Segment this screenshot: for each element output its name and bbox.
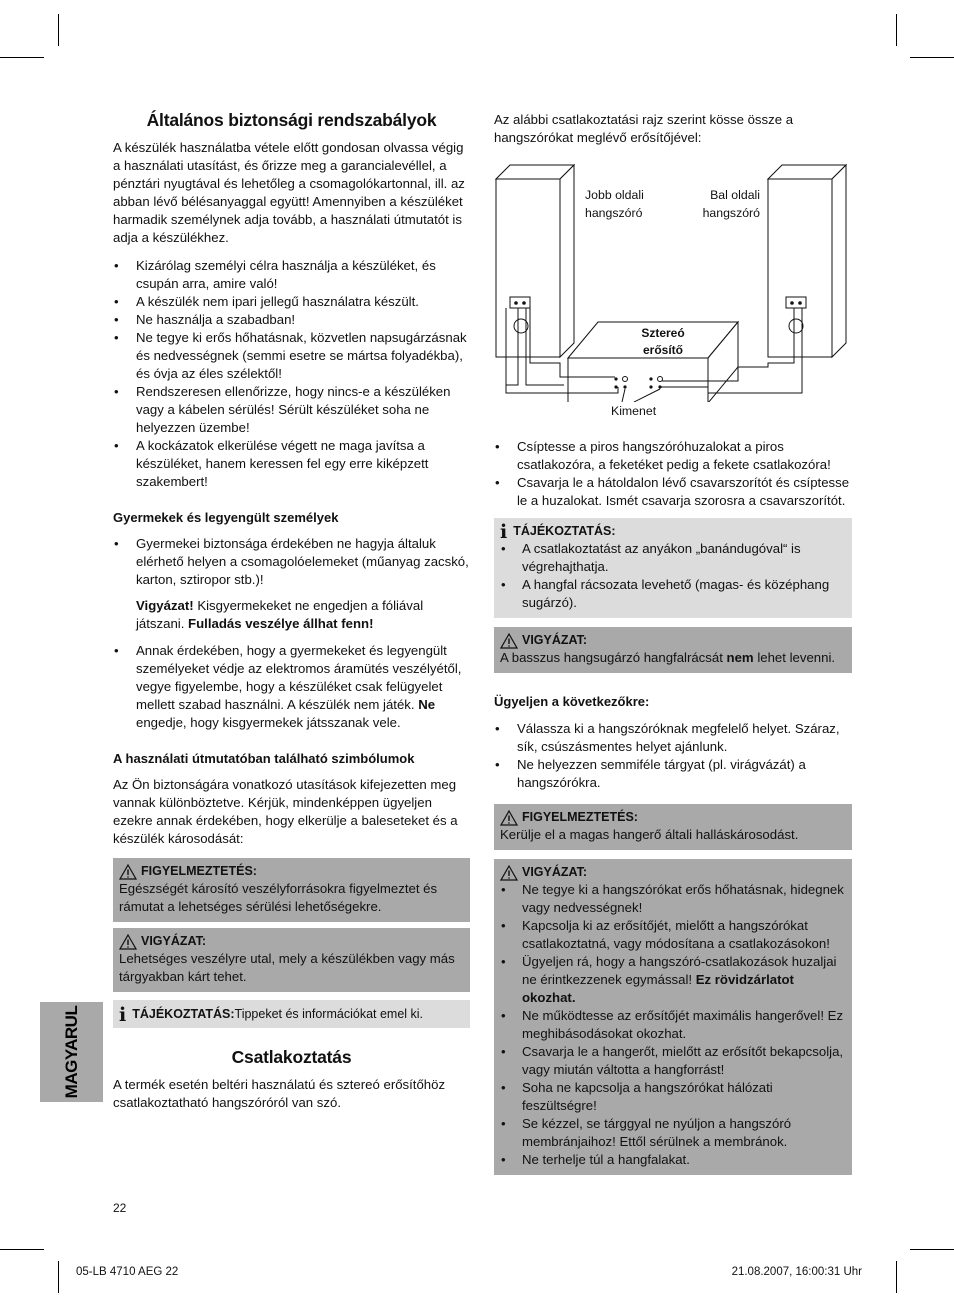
info-icon: i xyxy=(119,1004,127,1026)
box-text: Egészségét károsító veszélyforrásokra figyelmeztet és rámutat a lehetséges sérülési lehetőségekre. xyxy=(119,881,438,914)
list-item: • Csíptesse a piros hangszóróhuzalokat a piros csatlakozóra, a feketéket pedig a fekete csatlakozóra! xyxy=(494,438,852,474)
bullet-text: Ügyeljen rá, hogy a hangszóró-csatlakozások huzaljai ne érintkezzenek egymással! xyxy=(522,954,837,987)
warning-triangle-icon xyxy=(500,810,518,826)
list-item: • Ne helyezzen semmiféle tárgyat (pl. virágvázát) a hangszórókra. xyxy=(494,756,852,792)
connection-list xyxy=(494,438,852,510)
children-bullet-text: Gyermekei biztonsága érdekében ne hagyja általuk elérhető helyen a csomagolóelemeket (műanyag zacskó, karton, sztiropor stb.)! xyxy=(136,536,469,587)
connection-diagram xyxy=(494,157,852,402)
info-icon: i xyxy=(500,521,508,543)
crop-mark xyxy=(910,57,954,58)
children-heading: Gyermekek és legyengült személyek xyxy=(113,510,339,525)
bullet-bold: Ne xyxy=(418,697,436,712)
left-speaker-box xyxy=(768,179,832,357)
list-item: • Ne használja a szabadban! xyxy=(113,311,470,329)
box-title: VIGYÁZAT: xyxy=(141,934,207,948)
warning-text: Kisgyermekeket ne engedjen a fóliával játszani. xyxy=(136,598,424,631)
box-title: FIGYELMEZTETÉS: xyxy=(522,810,638,824)
list-item xyxy=(500,953,846,1007)
list-item: • Se kézzel, se tárggyal ne nyúljon a hangszóró membránjaihoz! Ettől sérülnek a membránok. xyxy=(500,1115,846,1151)
warning-triangle-icon xyxy=(119,864,137,880)
list-item: • Kapcsolja ki az erősítőjét, mielőtt a hangszórókat csatlakoztatná, vagy módosítana a csatlakozásokon! xyxy=(500,917,846,953)
warning-triangle-icon xyxy=(500,865,518,881)
info-box xyxy=(494,518,852,618)
children-warning xyxy=(136,597,470,633)
bullet-text: Annak érdekében, hogy a gyermekeket és legyengült személyeket védje az elektromos áramütés veszélyétől, vegye figyelembe, hogy a készüléket csak felügyelet mellett szabad használni. A készülék nem játék. xyxy=(136,643,462,712)
info-list xyxy=(500,540,846,612)
connection-title: Csatlakoztatás xyxy=(231,1047,352,1067)
list-item: • Kizárólag személyi célra használja a készüléket, és csupán arra, amire való! xyxy=(113,257,470,293)
caution-box xyxy=(494,859,852,1175)
box-text-part: lehet levenni. xyxy=(753,650,836,665)
box-title: FIGYELMEZTETÉS: xyxy=(141,864,257,878)
caution-box xyxy=(494,627,852,673)
children-list xyxy=(113,535,470,732)
left-speaker-label-2: hangszóró xyxy=(702,206,760,220)
list-item: • Rendszeresen ellenőrizze, hogy nincs-e a készüléken vagy a kábelen sérülés! Sérült készüléket soha ne helyezzen üzembe! xyxy=(113,383,470,437)
amplifier-box xyxy=(568,358,708,402)
safety-intro: A készülék használatba vétele előtt gondosan olvassa végig a használati utasítást, és őrizze meg a garancialevéllel, a pénztári nyugtával és lehetőleg a csomagolókartonnal, ill. az abban lévő bélésanyaggal együtt! Amennyiben a készüléket harmadik személynek adja tovább, a használati útmutatót is adja a készülékhez. xyxy=(113,140,465,245)
warning-bold: Fulladás veszélye állhat fenn! xyxy=(188,616,374,631)
caution-box xyxy=(113,928,470,992)
language-side-tab xyxy=(40,1002,103,1102)
list-item: • Válassza ki a hangszóróknak megfelelő helyet. Száraz, sík, csúszásmentes helyet ajánlunk. xyxy=(494,720,852,756)
right-speaker-label-2: hangszóró xyxy=(585,206,643,220)
list-item: • A hangfal rácsozata levehető (magas- és középhang sugárzó). xyxy=(500,576,846,612)
connection-intro: Az alábbi csatlakoztatási rajz szerint kösse össze a hangszórókat meglévő erősítőjével: xyxy=(494,112,794,145)
list-item: • Soha ne kapcsolja a hangszórókat hálózati feszültségre! xyxy=(500,1079,846,1115)
amplifier-label-1: Sztereó xyxy=(641,326,685,340)
list-item: • Ne tegye ki erős hőhatásnak, közvetlen napsugárzásnak és nedvességnek (semmi esetre se mártsa folyadékba), és óvja az éles szélektől! xyxy=(113,329,470,383)
box-heading xyxy=(500,808,846,826)
box-text-part: A basszus hangsugárzó hangfalrácsát xyxy=(500,650,727,665)
crop-mark xyxy=(0,1249,44,1250)
crop-mark xyxy=(896,1261,897,1293)
safety-title: Általános biztonsági rendszabályok xyxy=(146,110,437,130)
right-column xyxy=(494,111,852,1175)
left-speaker-label-1: Bal oldali xyxy=(710,188,760,202)
crop-mark xyxy=(58,14,59,46)
warning-label: Vigyázat! xyxy=(136,598,194,613)
box-title: VIGYÁZAT: xyxy=(522,865,588,879)
list-item: • Ne működtesse az erősítőjét maximális hangerővel! Ez meghibásodásokat okozhat. xyxy=(500,1007,846,1043)
box-heading xyxy=(500,521,846,543)
warning-triangle-icon xyxy=(119,934,137,950)
bullet-bold: Ez rövidzárlatot okozhat. xyxy=(522,972,794,1005)
box-text: Kerülje el a magas hangerő általi halláskárosodást. xyxy=(500,827,799,842)
language-label: MAGYARUL xyxy=(61,1005,81,1099)
box-title: TÁJÉKOZTATÁS: xyxy=(513,524,616,538)
footer-left: 05-LB 4710 AEG 22 xyxy=(76,1266,179,1278)
footer-right: 21.08.2007, 16:00:31 Uhr xyxy=(731,1266,862,1278)
box-title: VIGYÁZAT: xyxy=(522,633,588,647)
page-number: 22 xyxy=(113,1201,127,1215)
crop-mark xyxy=(910,1249,954,1250)
right-speaker-label-1: Jobb oldali xyxy=(585,188,644,202)
connection-text: A termék esetén beltéri használatú és sztereó erősítőhöz csatlakoztatható hangszóróról van szó. xyxy=(113,1077,446,1110)
info-box xyxy=(113,1000,470,1028)
left-column xyxy=(113,111,470,1112)
output-label: Kimenet xyxy=(611,404,657,418)
list-item: • Ne terhelje túl a hangfalakat. xyxy=(500,1151,846,1169)
list-item xyxy=(113,642,470,732)
warning-box xyxy=(113,858,470,922)
symbols-intro: Az Ön biztonságára vonatkozó utasítások kifejezetten meg vannak különböztetve. Kérjük, mindenképpen ügyeljen ezekre annak érdekében, hogy elkerülje a baleseteket és a készülék károsodását: xyxy=(113,777,458,846)
list-item: • A kockázatok elkerülése végett ne maga javítsa a készüléket, hanem keressen fel egy erre kiképzett szakembert! xyxy=(113,437,470,491)
box-text: Tippeket és információkat emel ki. xyxy=(234,1007,424,1021)
crop-mark xyxy=(58,1261,59,1293)
box-text-bold: nem xyxy=(726,650,754,665)
list-item: • Csavarja le a hátoldalon lévő csavarszorítót és csíptesse le a huzalokat. Ismét csavarja szorosra a csavarszorítót. xyxy=(494,474,852,510)
box-heading xyxy=(500,863,846,881)
list-item xyxy=(113,535,470,633)
attention-list xyxy=(494,720,852,792)
box-text: Lehetséges veszélyre utal, mely a készülékben vagy más tárgyakban kárt tehet. xyxy=(119,951,455,984)
list-item: • A csatlakoztatást az anyákon „banándugóval“ is végrehajthatja. xyxy=(500,540,846,576)
list-item: • Csavarja le a hangerőt, mielőtt az erősítőt bekapcsolja, vagy miután váltotta a hangforrást! xyxy=(500,1043,846,1079)
box-heading xyxy=(119,862,464,880)
crop-mark xyxy=(896,14,897,46)
symbols-heading: A használati útmutatóban található szimbólumok xyxy=(113,751,415,766)
box-title: TÁJÉKOZTATÁS: xyxy=(132,1007,235,1021)
warning-triangle-icon xyxy=(500,633,518,649)
attention-heading: Ügyeljen a következőkre: xyxy=(494,694,650,709)
amplifier-label-2: erősítő xyxy=(642,343,684,357)
box-heading xyxy=(119,932,464,950)
list-item: • Ne tegye ki a hangszórókat erős hőhatásnak, hidegnek vagy nedvességnek! xyxy=(500,881,846,917)
box-text xyxy=(500,649,846,667)
list-item: • A készülék nem ipari jellegű használatra készült. xyxy=(113,293,470,311)
safety-list xyxy=(113,257,470,491)
bullet-text: engedje, hogy kisgyermekek játsszanak vele. xyxy=(136,715,401,730)
box-heading xyxy=(119,1004,464,1026)
warning-box xyxy=(494,804,852,850)
box-heading xyxy=(500,631,846,649)
caution-list xyxy=(500,881,846,1169)
crop-mark xyxy=(0,57,44,58)
